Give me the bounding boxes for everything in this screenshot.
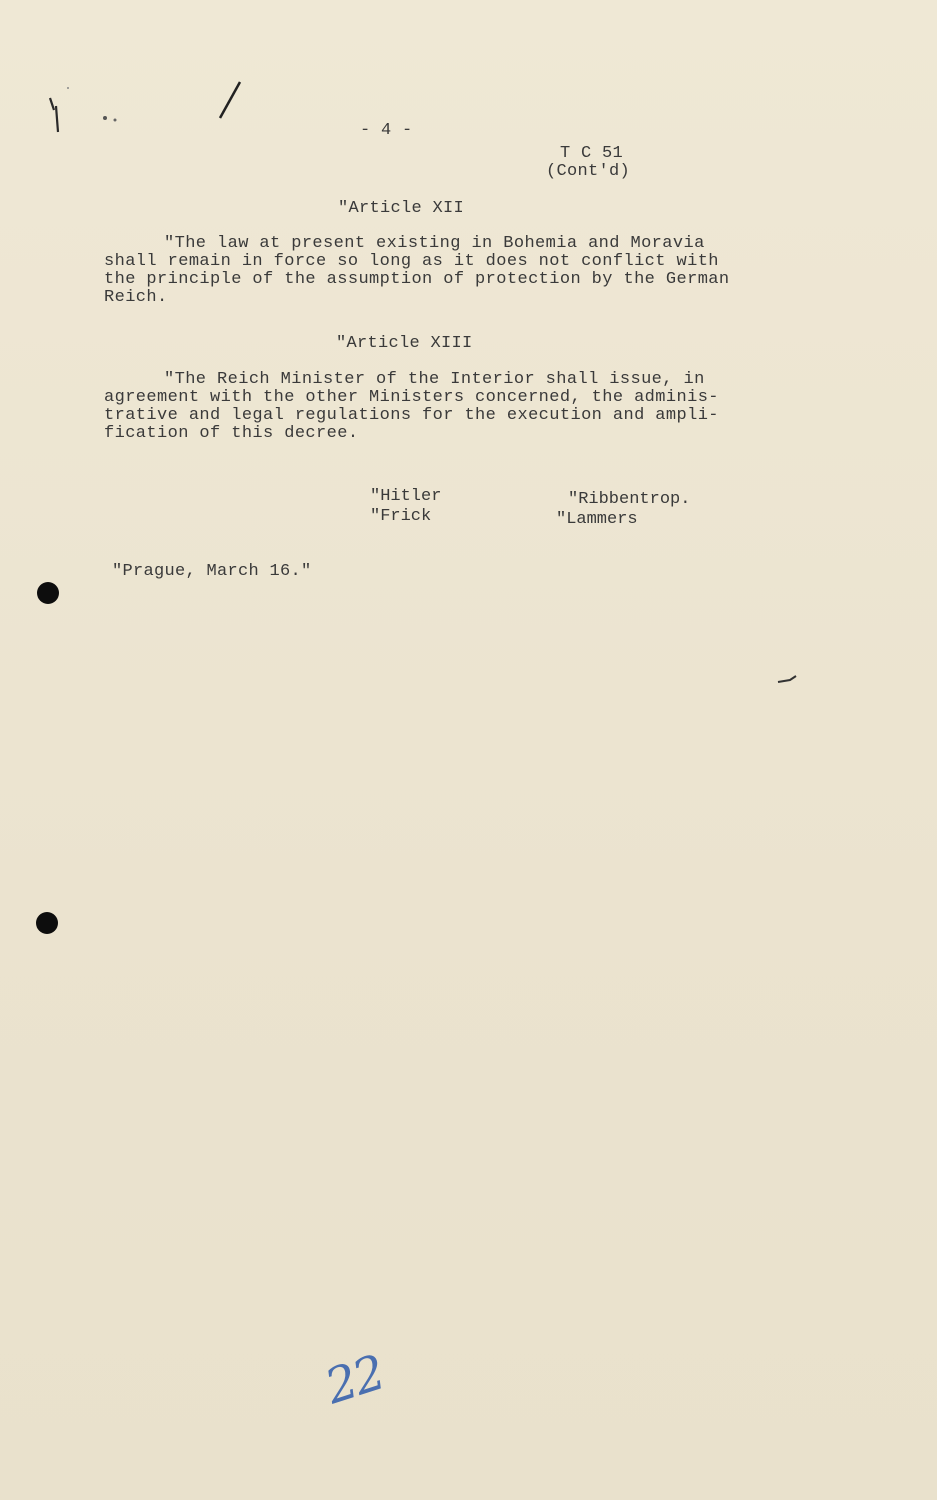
article-13-line: agreement with the other Ministers concerned, the adminis- — [104, 388, 719, 407]
article-12-text — [104, 235, 804, 307]
article-13-line: trative and legal regulations for the execution and ampli- — [104, 406, 719, 425]
article-12-line: the principle of the assumption of protection by the German — [104, 270, 730, 289]
ink-marks-top-left — [40, 70, 260, 140]
article-13-line: "The Reich Minister of the Interior shall issue, in — [164, 370, 705, 389]
ink-speck-right — [776, 672, 800, 688]
article-12-line: Reich. — [104, 288, 168, 307]
article-12-heading: "Article XII — [338, 199, 465, 218]
signature-ribbentrop: "Ribbentrop. — [568, 490, 691, 509]
continued-label: (Cont'd) — [546, 162, 631, 181]
place-and-date: "Prague, March 16." — [112, 562, 312, 581]
punch-hole — [36, 912, 58, 934]
punch-hole — [37, 582, 59, 604]
signature-lammers: "Lammers — [556, 510, 638, 529]
handwritten-page-number: 22 — [318, 1344, 391, 1416]
article-13-text — [104, 371, 804, 443]
signature-frick: "Frick — [370, 507, 432, 526]
article-12-line: "The law at present existing in Bohemia and Moravia — [164, 234, 705, 253]
article-13-heading: "Article XIII — [336, 334, 473, 353]
document-reference: T C 51 — [560, 144, 624, 163]
article-12-line: shall remain in force so long as it does not conflict with — [104, 252, 719, 271]
page-number: - 4 - — [360, 121, 413, 140]
signature-hitler: "Hitler — [370, 487, 442, 506]
article-13-line: fication of this decree. — [104, 424, 359, 443]
